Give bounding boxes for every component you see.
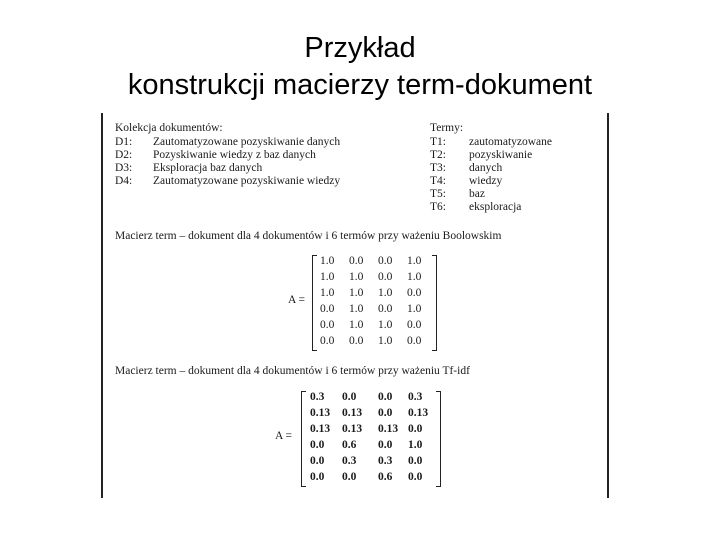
matrix-cell: 0.3 [408,391,423,403]
matrix-cell: 0.0 [310,455,325,467]
collection-heading: Kolekcja dokumentów: [115,122,223,134]
matrix-cell: 0.0 [320,303,335,315]
matrix-cell: 0.0 [349,255,364,267]
term-id: T2: [430,149,446,161]
slide-title [0,30,720,104]
term-id: T1: [430,136,446,148]
matrix-row [312,255,437,271]
term-id: T3: [430,162,446,174]
term-text: eksploracja [469,201,522,213]
matrix-cell: 0.0 [310,439,325,451]
matrix-cell: 0.0 [407,287,422,299]
matrix-cell: 0.0 [408,423,423,435]
matrix-cell: 0.0 [407,319,422,331]
matrix-cell: 0.6 [378,471,393,483]
matrix-cell: 1.0 [407,271,422,283]
matrix-row [312,335,437,351]
tfidf-matrix [301,391,441,487]
matrix-cell: 0.0 [320,335,335,347]
title-line-2: konstrukcji macierzy term-dokument [127,69,593,101]
matrix-cell: 1.0 [320,287,335,299]
tfidf-matrix-caption: Macierz term – dokument dla 4 dokumentów i 6 termów przy ważeniu Tf-idf [115,365,470,377]
term-text: danych [469,162,503,174]
matrix-cell: 0.0 [408,455,423,467]
doc-id: D1: [115,136,133,148]
doc-id: D4: [115,175,133,187]
term-text: baz [469,188,485,200]
doc-id: D2: [115,149,133,161]
matrix-cell: 1.0 [378,335,393,347]
matrix-cell: 0.0 [349,335,364,347]
boolean-matrix-caption: Macierz term – dokument dla 4 dokumentów i 6 termów przy ważeniu Boolowskim [115,230,502,242]
matrix-cell: 0.13 [378,423,399,435]
matrix-row [312,271,437,287]
term-id: T6: [430,201,446,213]
matrix-cell: 1.0 [349,271,364,283]
matrix-cell: 0.3 [310,391,325,403]
matrix-cell: 0.0 [378,271,393,283]
matrix-cell: 0.0 [320,319,335,331]
matrix-row [312,303,437,319]
term-text: zautomatyzowane [469,136,553,148]
title-line-1: Przykład [304,32,416,64]
matrix-cell: 0.13 [310,423,331,435]
matrix-cell: 1.0 [407,255,422,267]
doc-text: Zautomatyzowane pozyskiwanie danych [153,136,341,148]
matrix-cell: 0.6 [342,439,357,451]
scanned-document [101,113,609,498]
matrix-cell: 1.0 [320,255,335,267]
matrix-row [301,455,441,471]
matrix-cell: 1.0 [407,303,422,315]
matrix-row [301,439,441,455]
term-id: T4: [430,175,446,187]
doc-text: Zautomatyzowane pozyskiwanie wiedzy [153,175,341,187]
matrix-cell: 0.13 [342,423,363,435]
boolean-matrix [312,255,437,351]
matrix-cell: 1.0 [378,287,393,299]
matrix-cell: 0.13 [310,407,331,419]
matrix-cell: 1.0 [349,303,364,315]
matrix-cell: 0.3 [342,455,357,467]
matrix-cell: 0.0 [310,471,325,483]
term-text: pozyskiwanie [469,149,533,161]
matrix-row [301,423,441,439]
matrix-row [301,407,441,423]
tfidf-matrix-label: A = [275,430,293,442]
matrix-cell: 0.13 [408,407,429,419]
matrix-cell: 0.0 [378,255,393,267]
matrix-cell: 0.0 [408,471,423,483]
term-id: T5: [430,188,446,200]
matrix-cell: 1.0 [408,439,423,451]
matrix-cell: 1.0 [349,287,364,299]
doc-text: Eksploracja baz danych [153,162,263,174]
matrix-cell: 0.0 [378,439,393,451]
matrix-cell: 0.0 [407,335,422,347]
matrix-cell: 0.0 [378,407,393,419]
matrix-row [312,319,437,335]
doc-id: D3: [115,162,133,174]
matrix-row [301,391,441,407]
term-text: wiedzy [469,175,503,187]
matrix-cell: 0.13 [342,407,363,419]
boolean-matrix-label: A = [288,294,306,306]
doc-text: Pozyskiwanie wiedzy z baz danych [153,149,316,161]
terms-heading: Termy: [430,122,464,134]
matrix-cell: 1.0 [378,319,393,331]
matrix-row [312,287,437,303]
matrix-cell: 0.0 [378,391,393,403]
matrix-cell: 0.0 [342,391,357,403]
matrix-cell: 1.0 [349,319,364,331]
matrix-row [301,471,441,487]
matrix-cell: 0.0 [378,303,393,315]
matrix-cell: 1.0 [320,271,335,283]
matrix-cell: 0.0 [342,471,357,483]
matrix-cell: 0.3 [378,455,393,467]
